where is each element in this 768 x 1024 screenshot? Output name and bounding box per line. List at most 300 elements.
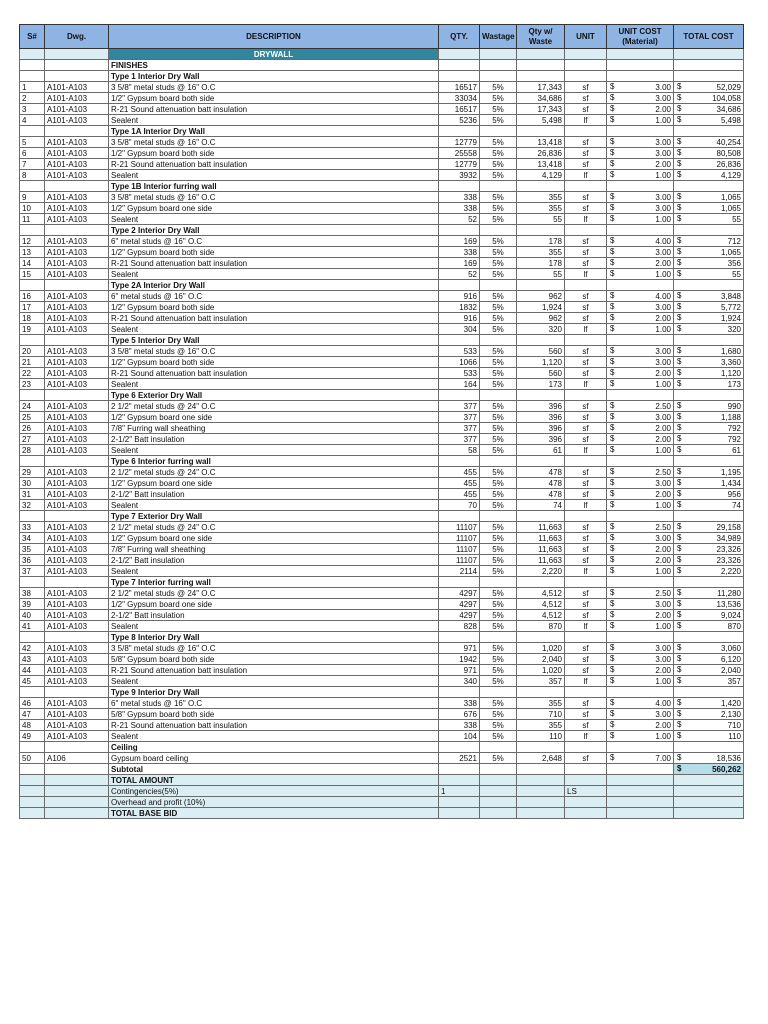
empty-cell (565, 456, 607, 467)
row-description: 3 5/8" metal studs @ 16" O.C (109, 82, 439, 93)
currency-symbol: $ (677, 665, 682, 674)
empty-cell (439, 577, 480, 588)
row-dwg: A101-A103 (45, 368, 109, 379)
currency-symbol: $ (677, 93, 682, 102)
currency-symbol: $ (610, 313, 615, 322)
empty-cell (517, 60, 565, 71)
empty-cell (565, 775, 607, 786)
total-amount-row (20, 775, 744, 786)
row-description: 7/8" Furring wall sheathing (109, 544, 439, 555)
row-unit: lf (565, 379, 607, 390)
empty-cell (439, 775, 480, 786)
group-title: Type 1B Interior furring wall (109, 181, 439, 192)
empty-cell (607, 577, 674, 588)
row-unit-cost-value: 4.00 (655, 698, 671, 708)
subsection-title: FINISHES (109, 60, 439, 71)
table-row (20, 423, 744, 434)
row-total-cost-value: 792 (727, 423, 741, 433)
row-wastage: 5% (480, 522, 517, 533)
row-unit: lf (565, 676, 607, 687)
currency-symbol: $ (610, 522, 615, 531)
table-row (20, 654, 744, 665)
row-total-cost-value: 990 (727, 401, 741, 411)
group-header-row (20, 71, 744, 82)
row-qty: 16517 (439, 82, 480, 93)
row-total-cost (674, 610, 744, 621)
row-qty-waste: 396 (517, 412, 565, 423)
row-qty: 377 (439, 412, 480, 423)
row-unit: sf (565, 522, 607, 533)
row-qty: 340 (439, 676, 480, 687)
row-dwg: A101-A103 (45, 522, 109, 533)
row-description: 3 5/8" metal studs @ 16" O.C (109, 643, 439, 654)
row-description: Sealent (109, 379, 439, 390)
row-qty-waste: 1,020 (517, 643, 565, 654)
currency-symbol: $ (610, 115, 615, 124)
empty-cell (607, 126, 674, 137)
currency-symbol: $ (610, 555, 615, 564)
empty-cell (480, 60, 517, 71)
empty-cell (480, 786, 517, 797)
currency-symbol: $ (610, 346, 615, 355)
currency-symbol: $ (610, 566, 615, 575)
row-sn: 11 (20, 214, 45, 225)
empty-cell (674, 577, 744, 588)
row-dwg: A101-A103 (45, 720, 109, 731)
row-unit-cost-value: 1.00 (655, 676, 671, 686)
row-sn: 36 (20, 555, 45, 566)
empty-cell (565, 60, 607, 71)
row-sn: 20 (20, 346, 45, 357)
row-qty-waste: 2,220 (517, 566, 565, 577)
row-description: Gypsum board ceiling (109, 753, 439, 764)
row-description: 1/2" Gypsum board both side (109, 302, 439, 313)
row-qty: 11107 (439, 522, 480, 533)
row-dwg: A106 (45, 753, 109, 764)
row-dwg: A101-A103 (45, 445, 109, 456)
subtotal-value (674, 764, 744, 775)
group-header-row (20, 335, 744, 346)
row-total-cost (674, 247, 744, 258)
group-title: Type 1 Interior Dry Wall (109, 71, 439, 82)
group-title: Type 9 Interior Dry Wall (109, 687, 439, 698)
row-unit-cost-value: 1.00 (655, 170, 671, 180)
empty-cell (480, 764, 517, 775)
row-total-cost (674, 467, 744, 478)
row-wastage: 5% (480, 544, 517, 555)
empty-cell (607, 775, 674, 786)
row-total-cost-value: 55 (732, 214, 741, 224)
currency-symbol: $ (610, 731, 615, 740)
row-sn: 41 (20, 621, 45, 632)
row-unit-cost-value: 1.00 (655, 324, 671, 334)
row-total-cost (674, 236, 744, 247)
row-sn: 46 (20, 698, 45, 709)
row-qty-waste: 11,663 (517, 555, 565, 566)
row-dwg: A101-A103 (45, 566, 109, 577)
empty-cell (674, 687, 744, 698)
group-header-row (20, 225, 744, 236)
row-total-cost-value: 74 (732, 500, 741, 510)
empty-cell (20, 797, 45, 808)
row-dwg: A101-A103 (45, 148, 109, 159)
row-qty-waste: 355 (517, 698, 565, 709)
row-total-cost-value: 710 (727, 720, 741, 730)
row-unit: sf (565, 346, 607, 357)
row-qty-waste: 110 (517, 731, 565, 742)
row-sn: 18 (20, 313, 45, 324)
row-description: Sealent (109, 676, 439, 687)
row-dwg: A101-A103 (45, 159, 109, 170)
row-dwg: A101-A103 (45, 401, 109, 412)
row-unit-cost-value: 2.00 (655, 159, 671, 169)
empty-cell (565, 632, 607, 643)
row-total-cost (674, 82, 744, 93)
row-qty-waste: 357 (517, 676, 565, 687)
row-unit-cost (607, 434, 674, 445)
currency-symbol: $ (610, 302, 615, 311)
row-sn: 29 (20, 467, 45, 478)
row-total-cost (674, 423, 744, 434)
currency-symbol: $ (677, 478, 682, 487)
row-qty: 1832 (439, 302, 480, 313)
row-unit-cost (607, 93, 674, 104)
currency-symbol: $ (610, 533, 615, 542)
row-unit-cost (607, 137, 674, 148)
row-total-cost (674, 379, 744, 390)
empty-cell (607, 181, 674, 192)
row-unit: sf (565, 159, 607, 170)
row-wastage: 5% (480, 170, 517, 181)
row-unit: sf (565, 412, 607, 423)
empty-cell (674, 335, 744, 346)
row-total-cost-value: 6,120 (720, 654, 741, 664)
col-header-unit-cost: UNIT COST (Material) (607, 25, 674, 49)
empty-cell (45, 577, 109, 588)
empty-cell (565, 390, 607, 401)
row-qty: 971 (439, 643, 480, 654)
currency-symbol: $ (677, 412, 682, 421)
row-qty: 916 (439, 291, 480, 302)
row-unit: sf (565, 368, 607, 379)
empty-cell (517, 181, 565, 192)
group-header-row (20, 181, 744, 192)
row-unit-cost (607, 346, 674, 357)
row-qty: 169 (439, 236, 480, 247)
row-wastage: 5% (480, 434, 517, 445)
currency-symbol: $ (677, 676, 682, 685)
row-unit: sf (565, 654, 607, 665)
empty-cell (45, 280, 109, 291)
row-total-cost (674, 148, 744, 159)
row-total-cost (674, 654, 744, 665)
row-unit-cost (607, 324, 674, 335)
row-qty-waste: 962 (517, 291, 565, 302)
row-total-cost-value: 1,924 (720, 313, 741, 323)
table-row (20, 412, 744, 423)
table-row (20, 258, 744, 269)
table-row (20, 478, 744, 489)
row-unit: sf (565, 489, 607, 500)
empty-cell (20, 775, 45, 786)
empty-cell (674, 742, 744, 753)
row-unit: lf (565, 170, 607, 181)
currency-symbol: $ (610, 368, 615, 377)
currency-symbol: $ (610, 709, 615, 718)
table-row (20, 269, 744, 280)
empty-cell (517, 225, 565, 236)
empty-cell (45, 687, 109, 698)
row-sn: 17 (20, 302, 45, 313)
currency-symbol: $ (677, 401, 682, 410)
row-qty-waste: 173 (517, 379, 565, 390)
row-total-cost (674, 137, 744, 148)
table-row (20, 170, 744, 181)
currency-symbol: $ (677, 346, 682, 355)
col-header-dwg: Dwg. (45, 25, 109, 49)
row-description: R-21 Sound attenuation batt insulation (109, 104, 439, 115)
row-qty-waste: 396 (517, 401, 565, 412)
row-total-cost (674, 104, 744, 115)
empty-cell (20, 71, 45, 82)
row-total-cost-value: 1,065 (720, 192, 741, 202)
row-unit: sf (565, 610, 607, 621)
row-description: 1/2" Gypsum board one side (109, 203, 439, 214)
row-sn: 48 (20, 720, 45, 731)
row-total-cost-value: 1,195 (720, 467, 741, 477)
empty-cell (439, 225, 480, 236)
row-dwg: A101-A103 (45, 203, 109, 214)
currency-symbol: $ (610, 247, 615, 256)
empty-cell (565, 225, 607, 236)
row-wastage: 5% (480, 676, 517, 687)
row-total-cost-value: 357 (727, 676, 741, 686)
empty-cell (439, 456, 480, 467)
empty-cell (45, 797, 109, 808)
currency-symbol: $ (677, 533, 682, 542)
row-dwg: A101-A103 (45, 115, 109, 126)
row-unit-cost-value: 3.00 (655, 192, 671, 202)
currency-symbol: $ (677, 269, 682, 278)
row-total-cost-value: 18,536 (716, 753, 741, 763)
row-total-cost (674, 368, 744, 379)
row-unit-cost (607, 148, 674, 159)
row-total-cost-value: 3,848 (720, 291, 741, 301)
row-unit: lf (565, 324, 607, 335)
currency-symbol: $ (610, 214, 615, 223)
table-row (20, 467, 744, 478)
row-wastage: 5% (480, 379, 517, 390)
row-total-cost (674, 621, 744, 632)
row-description: 1/2" Gypsum board both side (109, 148, 439, 159)
row-qty-waste: 26,836 (517, 148, 565, 159)
group-title: Type 1A Interior Dry Wall (109, 126, 439, 137)
currency-symbol: $ (677, 192, 682, 201)
currency-symbol: $ (677, 566, 682, 575)
row-dwg: A101-A103 (45, 676, 109, 687)
row-total-cost (674, 313, 744, 324)
table-row (20, 203, 744, 214)
currency-symbol: $ (610, 192, 615, 201)
currency-symbol: $ (677, 368, 682, 377)
empty-cell (674, 511, 744, 522)
currency-symbol: $ (677, 214, 682, 223)
currency-symbol: $ (677, 159, 682, 168)
currency-symbol: $ (610, 698, 615, 707)
row-description: 2 1/2" metal studs @ 24" O.C (109, 467, 439, 478)
row-unit-cost (607, 82, 674, 93)
row-qty-waste: 11,663 (517, 533, 565, 544)
row-wastage: 5% (480, 302, 517, 313)
currency-symbol: $ (610, 148, 615, 157)
row-description: Sealent (109, 170, 439, 181)
row-qty: 3932 (439, 170, 480, 181)
empty-cell (517, 126, 565, 137)
row-qty: 11107 (439, 533, 480, 544)
row-total-cost (674, 566, 744, 577)
row-unit: sf (565, 192, 607, 203)
row-qty: 16517 (439, 104, 480, 115)
row-unit-cost (607, 665, 674, 676)
row-qty-waste: 870 (517, 621, 565, 632)
table-row (20, 379, 744, 390)
row-total-cost (674, 93, 744, 104)
group-title: Ceiling (109, 742, 439, 753)
row-unit-cost (607, 753, 674, 764)
row-unit: lf (565, 269, 607, 280)
row-total-cost (674, 412, 744, 423)
row-sn: 1 (20, 82, 45, 93)
row-unit-cost-value: 1.00 (655, 731, 671, 741)
table-row (20, 731, 744, 742)
empty-cell (20, 280, 45, 291)
row-description: 2 1/2" metal studs @ 24" O.C (109, 522, 439, 533)
row-dwg: A101-A103 (45, 555, 109, 566)
row-unit-cost (607, 192, 674, 203)
currency-symbol: $ (610, 203, 615, 212)
row-wastage: 5% (480, 192, 517, 203)
row-total-cost (674, 731, 744, 742)
row-unit-cost-value: 2.00 (655, 434, 671, 444)
empty-cell (565, 797, 607, 808)
row-unit-cost-value: 3.00 (655, 148, 671, 158)
empty-cell (480, 511, 517, 522)
row-wastage: 5% (480, 467, 517, 478)
total-base-bid-label: TOTAL BASE BID (109, 808, 439, 819)
row-qty: 338 (439, 247, 480, 258)
row-wastage: 5% (480, 324, 517, 335)
row-unit-cost-value: 2.00 (655, 368, 671, 378)
empty-cell (517, 71, 565, 82)
row-unit: sf (565, 137, 607, 148)
row-total-cost (674, 258, 744, 269)
row-unit-cost-value: 3.00 (655, 93, 671, 103)
row-dwg: A101-A103 (45, 357, 109, 368)
row-description: 6" metal studs @ 16" O.C (109, 236, 439, 247)
row-wastage: 5% (480, 720, 517, 731)
row-description: 2-1/2" Batt insulation (109, 610, 439, 621)
row-total-cost (674, 522, 744, 533)
row-qty: 25558 (439, 148, 480, 159)
currency-symbol: $ (610, 291, 615, 300)
row-description: 1/2" Gypsum board both side (109, 247, 439, 258)
row-wastage: 5% (480, 621, 517, 632)
row-unit-cost (607, 731, 674, 742)
currency-symbol: $ (677, 247, 682, 256)
row-sn: 28 (20, 445, 45, 456)
row-unit-cost-value: 2.50 (655, 522, 671, 532)
empty-cell (674, 786, 744, 797)
table-row (20, 82, 744, 93)
row-unit-cost-value: 3.00 (655, 599, 671, 609)
table-row (20, 753, 744, 764)
row-qty-waste: 1,120 (517, 357, 565, 368)
row-total-cost-value: 40,254 (716, 137, 741, 147)
row-wastage: 5% (480, 731, 517, 742)
currency-symbol: $ (610, 599, 615, 608)
row-total-cost (674, 346, 744, 357)
empty-cell (480, 335, 517, 346)
empty-cell (517, 577, 565, 588)
empty-cell (20, 511, 45, 522)
currency-symbol: $ (610, 654, 615, 663)
row-total-cost-value: 870 (727, 621, 741, 631)
row-wastage: 5% (480, 115, 517, 126)
row-description: Sealent (109, 115, 439, 126)
currency-symbol: $ (677, 258, 682, 267)
empty-cell (674, 775, 744, 786)
empty-cell (607, 60, 674, 71)
row-wastage: 5% (480, 93, 517, 104)
row-qty-waste: 355 (517, 247, 565, 258)
row-dwg: A101-A103 (45, 291, 109, 302)
row-unit: sf (565, 665, 607, 676)
row-sn: 4 (20, 115, 45, 126)
table-row (20, 247, 744, 258)
currency-symbol: $ (677, 610, 682, 619)
table-row (20, 104, 744, 115)
row-unit-cost (607, 654, 674, 665)
empty-cell (674, 126, 744, 137)
currency-symbol: $ (610, 676, 615, 685)
row-description: 1/2" Gypsum board one side (109, 599, 439, 610)
group-header-row (20, 687, 744, 698)
table-row (20, 148, 744, 159)
row-unit-cost-value: 3.00 (655, 654, 671, 664)
row-total-cost-value: 23,326 (716, 544, 741, 554)
table-row (20, 588, 744, 599)
row-total-cost-value: 2,130 (720, 709, 741, 719)
row-unit-cost-value: 3.00 (655, 643, 671, 653)
row-wastage: 5% (480, 214, 517, 225)
currency-symbol: $ (677, 203, 682, 212)
currency-symbol: $ (610, 236, 615, 245)
row-qty: 12779 (439, 137, 480, 148)
row-description: 7/8" Furring wall sheathing (109, 423, 439, 434)
row-unit-cost (607, 412, 674, 423)
row-dwg: A101-A103 (45, 269, 109, 280)
empty-cell (45, 456, 109, 467)
row-sn: 43 (20, 654, 45, 665)
row-total-cost-value: 1,065 (720, 247, 741, 257)
row-dwg: A101-A103 (45, 599, 109, 610)
empty-cell (517, 775, 565, 786)
row-total-cost-value: 61 (732, 445, 741, 455)
row-unit-cost (607, 676, 674, 687)
currency-symbol: $ (677, 82, 682, 91)
row-wastage: 5% (480, 445, 517, 456)
empty-cell (20, 687, 45, 698)
